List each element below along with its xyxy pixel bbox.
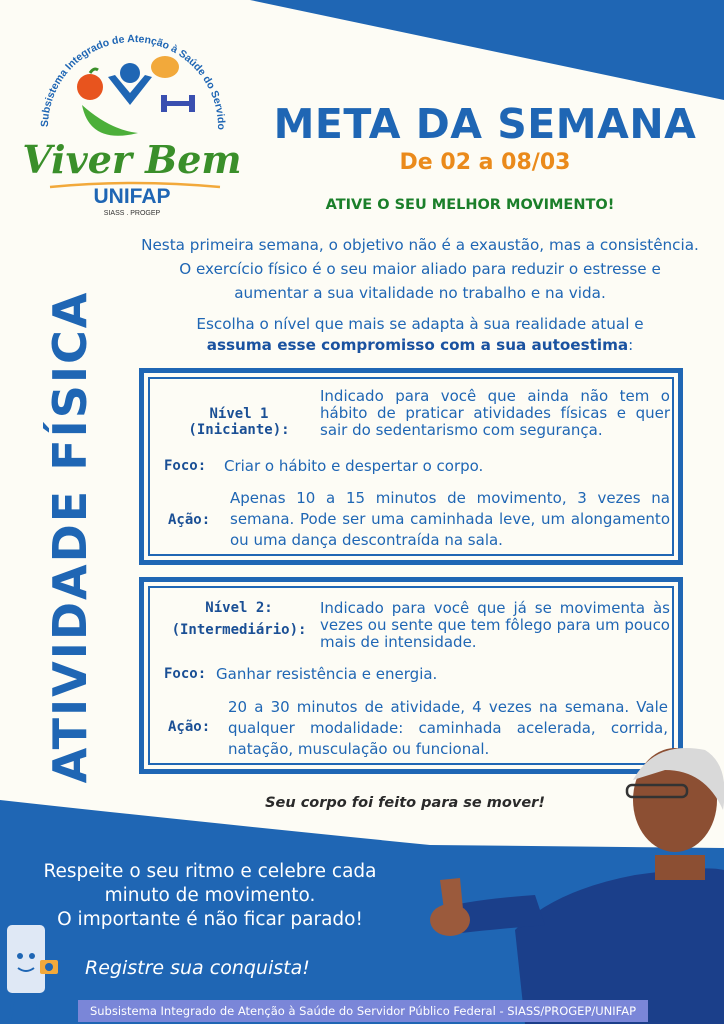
logo-org: UNIFAP <box>93 185 171 208</box>
phone-mascot-icon <box>0 920 70 1024</box>
intro-paragraph: Nesta primeira semana, o objetivo não é a exaustão, mas a consistência. O exercício físico é o seu maior aliado para reduzir o estresse e aumentar a sua vitalidade no trabalho e na vida. <box>141 236 699 302</box>
footer-bar: Subsistema Integrado de Atenção à Saúde do Servidor Público Federal - SIASS/PROGEP/UNIFAP <box>78 1000 648 1022</box>
side-title: ATIVIDADE FÍSICA <box>43 290 97 784</box>
level2-action: 20 a 30 minutos de atividade, 4 vezes na semana. Vale qualquer modalidade: caminhada acelerada, corrida, natação, musculação ou funcional. <box>228 698 668 758</box>
register-message: Registre sua conquista! <box>85 957 310 979</box>
choose-lead: Escolha o nível que mais se adapta à sua realidade atual e <box>196 315 644 333</box>
level1-label: Nível 1 (Iniciante): <box>188 406 290 438</box>
date-range: De 02 a 08/03 <box>399 150 571 175</box>
respect-line-2: minuto de movimento. <box>104 885 316 906</box>
motto: Seu corpo foi feito para se mover! <box>265 795 545 811</box>
level1-desc: Indicado para você que ainda não tem o hábito de praticar atividades físicas e quer sair do sedentarismo com segurança. <box>320 387 670 439</box>
level2-label-a: Nível 2: <box>205 600 273 616</box>
level2-focus: Ganhar resistência e energia. <box>216 665 438 683</box>
headline: ATIVE O SEU MELHOR MOVIMENTO! <box>325 197 615 213</box>
level1-action-label: Ação: <box>168 512 211 528</box>
level2-desc: Indicado para você que já se movimenta às vezes ou sente que tem fôlego para um pouco mais de intensidade. <box>320 599 670 651</box>
logo-suborg: SIASS . PROGEP <box>103 210 161 217</box>
choose-tail: : <box>628 336 634 354</box>
logo-brand: Viver Bem <box>22 137 242 182</box>
page-title: META DA SEMANA <box>273 100 697 148</box>
level1-focus: Criar o hábito e despertar o corpo. <box>224 457 484 475</box>
level2-label-b: (Intermediário): <box>171 622 307 638</box>
logo-arc-text: Subsistema Integrado de Atenção à Saúde do Servido <box>38 32 228 130</box>
level2-focus-label: Foco: <box>164 666 207 682</box>
respect-line-1: Respeite o seu ritmo e celebre cada <box>43 861 377 882</box>
level2-action-label: Ação: <box>168 719 211 735</box>
respect-message <box>10 860 410 932</box>
person-stretching-image <box>405 740 724 1024</box>
level1-action: Apenas 10 a 15 minutos de movimento, 3 vezes na semana. Pode ser uma caminhada leve, um alongamento ou uma dança descontraída na sala. <box>230 489 670 549</box>
level1-focus-label: Foco: <box>164 458 207 474</box>
respect-line-3: O importante é não ficar parado! <box>57 909 363 930</box>
choose-bold: assuma esse compromisso com a sua autoestima <box>206 336 629 354</box>
